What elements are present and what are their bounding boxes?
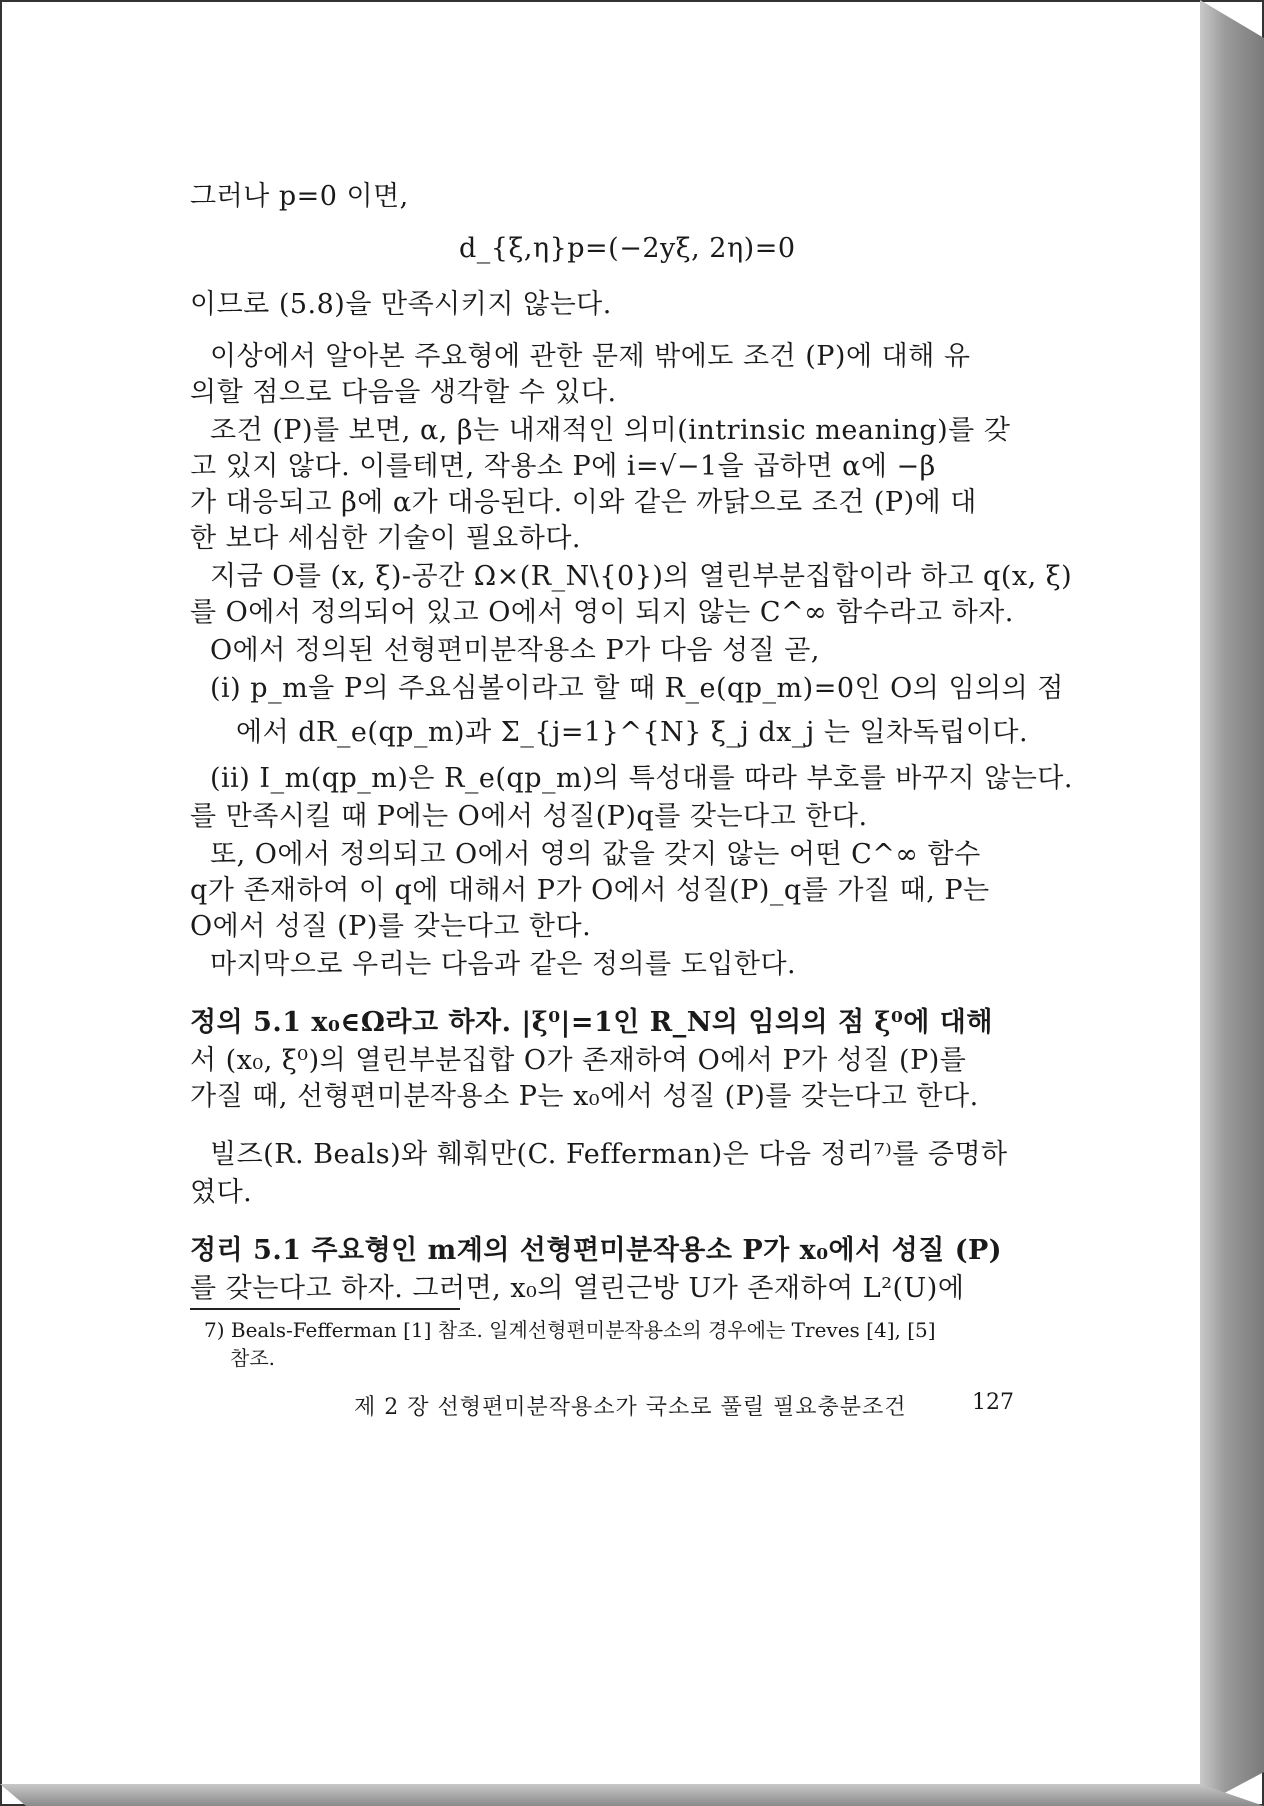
text-line: 고 있지 않다. 이를테면, 작용소 P에 i=√−1을 곱하면 α에 −β — [190, 451, 936, 482]
definition-5-1: 정의 5.1 x₀∈Ω라고 하자. |ξ⁰|=1인 R_N의 임의의 점 ξ⁰에 대해 — [190, 1007, 993, 1038]
running-footer: 제 2 장 선형편미분작용소가 국소로 풀릴 필요충분조건 — [354, 1395, 907, 1420]
text-line: O에서 정의된 선형편미분작용소 P가 다음 성질 곧, — [210, 635, 820, 666]
list-item-i-cont: 에서 dR_e(qp_m)과 Σ_{j=1}^{N} ξ_j dx_j 는 일차독립이다. — [236, 717, 1029, 748]
text-line: 를 갖는다고 하자. 그러면, x₀의 열린근방 U가 존재하여 L²(U)에 — [190, 1273, 965, 1304]
text-line: 이상에서 알아본 주요형에 관한 문제 밖에도 조건 (P)에 대해 유 — [210, 341, 971, 372]
text-line: 지금 O를 (x, ξ)-공간 Ω×(R_N\{0})의 열린부분집합이라 하고 q(x, ξ) — [210, 561, 1073, 592]
text-line: 이므로 (5.8)을 만족시키지 않는다. — [190, 289, 612, 320]
text-line: O에서 성질 (P)를 갖는다고 한다. — [190, 911, 592, 942]
text-line: 그러나 p=0 이면, — [190, 181, 409, 212]
page-bottom-shadow — [0, 1784, 1264, 1806]
text-line: q가 존재하여 이 q에 대해서 P가 O에서 성질(P)_q를 가질 때, P는 — [190, 875, 990, 906]
footnote-rule — [190, 1308, 460, 1310]
text-line: 또, O에서 정의되고 O에서 영의 값을 갖지 않는 어떤 C^∞ 함수 — [210, 839, 981, 870]
footnote-cont: 참조. — [230, 1346, 275, 1370]
text-line: 빌즈(R. Beals)와 훼훠만(C. Fefferman)은 다음 정리⁷⁾를 증명하 — [210, 1139, 1008, 1170]
equation: d_{ξ,η}p=(−2yξ, 2η)=0 — [459, 233, 796, 264]
list-item-ii: (ii) I_m(qp_m)은 R_e(qp_m)의 특성대를 따라 부호를 바꾸지 않는다. — [210, 763, 1073, 794]
text-line: 가 대응되고 β에 α가 대응된다. 이와 같은 까닭으로 조건 (P)에 대 — [190, 487, 977, 518]
text-line: 의할 점으로 다음을 생각할 수 있다. — [190, 377, 617, 408]
text-line: 를 O에서 정의되어 있고 O에서 영이 되지 않는 C^∞ 함수라고 하자. — [190, 597, 1014, 628]
book-page — [4, 4, 1200, 1782]
text-line: 서 (x₀, ξ⁰)의 열린부분집합 O가 존재하여 O에서 P가 성질 (P)를 — [190, 1045, 967, 1076]
footnote: 7) Beals-Fefferman [1] 참조. 일계선형편미분작용소의 경우에는 Treves [4], [5] — [204, 1318, 936, 1342]
page-number: 127 — [972, 1390, 1014, 1415]
page-edge-shadow — [1200, 0, 1264, 1806]
text-line: 가질 때, 선형편미분작용소 P는 x₀에서 성질 (P)를 갖는다고 한다. — [190, 1081, 979, 1112]
list-item-i: (i) p_m을 P의 주요심볼이라고 할 때 R_e(qp_m)=0인 O의 임의의 점 — [210, 673, 1064, 704]
text-line: 한 보다 세심한 기술이 필요하다. — [190, 523, 581, 554]
text-line: 마지막으로 우리는 다음과 같은 정의를 도입한다. — [210, 949, 797, 980]
text-line: 조건 (P)를 보면, α, β는 내재적인 의미(intrinsic meaning)를 갖 — [210, 415, 1011, 446]
theorem-5-1: 정리 5.1 주요형인 m계의 선형편미분작용소 P가 x₀에서 성질 (P) — [190, 1235, 1003, 1266]
text-line: 였다. — [190, 1177, 253, 1208]
text-line: 를 만족시킬 때 P에는 O에서 성질(P)q를 갖는다고 한다. — [190, 801, 868, 832]
